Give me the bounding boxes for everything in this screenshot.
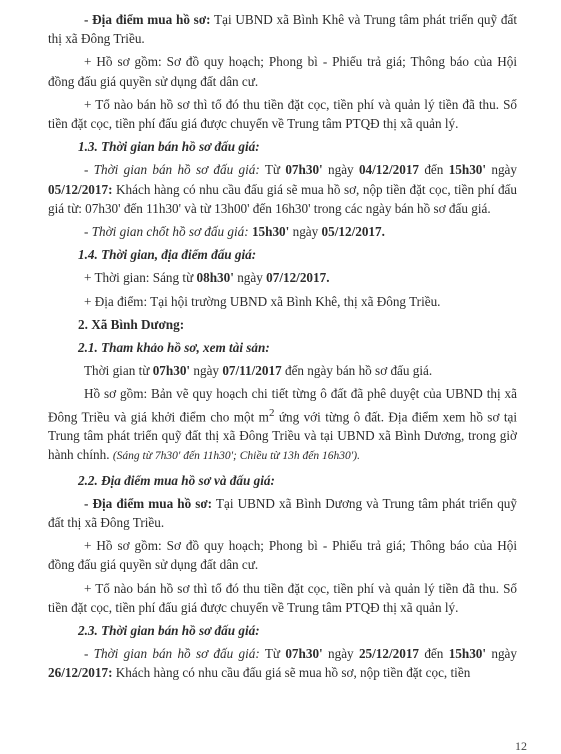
heading-1-4: 1.4. Thời gian, địa điểm đấu giá:: [78, 247, 257, 263]
heading-2-1: 2.1. Tham khảo hồ sơ, xem tài sản:: [78, 340, 270, 356]
time-value: 07h30': [285, 162, 323, 178]
heading-1-3: 1.3. Thời gian bán hồ sơ đấu giá:: [78, 139, 260, 155]
purchase-location-text: Tại UBND xã Bình Khê và Trung tâm phát triển quỹ đất thị xã Đông Triều.: [48, 12, 517, 47]
text-run: ngày: [486, 646, 517, 662]
dossier-review-paragraph: [48, 384, 517, 466]
office-hours-note: (Sáng từ 7h30' đến 11h30'; Chiều từ 13h đến 16h30').: [112, 450, 360, 463]
text-run: Từ: [259, 646, 286, 662]
text-run: đến: [419, 162, 449, 178]
text-run: Hồ sơ gồm: Bản vẽ quy hoạch chi tiết từng ô đất đã phê duyệt của UBND thị xã Đông Triều và giá khởi điểm cho một m: [48, 386, 517, 425]
purchase-location-text: Tại UBND xã Bình Dương và Trung tâm phát triển quỹ đất thị xã Đông Triều.: [48, 495, 517, 531]
purchase-location-label: - Địa điểm mua hồ sơ:: [84, 12, 211, 27]
purchase-location-label: - Địa điểm mua hồ sơ:: [84, 495, 213, 511]
auction-location-paragraph: + Địa điểm: Tại hội trường UBND xã Bình Khê, thị xã Đông Triều.: [84, 293, 441, 309]
text-run: đến: [419, 646, 449, 662]
text-run: ngày: [289, 224, 322, 240]
text-run: Khách hàng có nhu cầu đấu giá sẽ mua hồ sơ, nộp tiền đặt cọc, tiền: [112, 665, 471, 681]
reference-time-paragraph: [48, 361, 517, 380]
superscript: 2: [268, 406, 275, 419]
sale-time-paragraph-2: [48, 644, 517, 682]
text-run: ứng với từng ô đất. Địa điểm xem hồ sơ tại Trung tâm phát triển quỹ đất thị xã Đông Triều và tại UBND xã Bình Dương, trong giờ hành chính.: [48, 409, 517, 463]
heading-2: 2. Xã Bình Dương:: [78, 316, 185, 332]
closing-time-label: - Thời gian chốt hồ sơ đấu giá:: [84, 224, 249, 240]
text-run: ngày: [233, 270, 267, 286]
date-value: 25/12/2017: [358, 646, 420, 662]
text-run: Khách hàng có nhu cầu đấu giá sẽ mua hồ sơ, nộp tiền đặt cọc, tiền phí đấu giá từ: 07h30' đến 11h30' và từ 13h00' đến 16h30' trong các ngày bán hồ sơ đấu giá.: [48, 181, 517, 216]
dossier-contents-paragraph: + Hồ sơ gồm: Sơ đồ quy hoạch; Phong bì - Phiếu trả giá; Thông báo của Hội đồng đấu giá quyền sử dụng đất dân cư.: [48, 54, 517, 89]
text-run: ngày: [486, 162, 517, 178]
text-run: ngày: [322, 162, 359, 178]
time-value: 07h30': [152, 363, 191, 379]
text-run: đến ngày bán hồ sơ đấu giá.: [281, 363, 433, 379]
time-value: 15h30': [448, 162, 487, 178]
date-value: 04/12/2017: [358, 162, 420, 178]
time-value: 07h30': [285, 646, 323, 662]
sale-time-label: - Thời gian bán hồ sơ đấu giá:: [84, 162, 260, 178]
time-value: 08h30': [196, 270, 234, 286]
date-value: 26/12/2017:: [48, 665, 113, 681]
date-value: 05/12/2017:: [48, 181, 113, 197]
heading-2-3: 2.3. Thời gian bán hồ sơ đấu giá:: [78, 623, 260, 639]
text-run: Thời gian từ: [84, 363, 153, 379]
sale-time-paragraph: [48, 160, 517, 218]
time-value: 15h30': [251, 224, 290, 240]
closing-time-paragraph: [48, 222, 517, 241]
text-run: ngày: [190, 363, 223, 379]
text-run: + Thời gian: Sáng từ: [84, 270, 197, 286]
sale-time-label: - Thời gian bán hồ sơ đấu giá:: [84, 646, 260, 662]
date-value: 07/12/2017.: [266, 270, 330, 286]
dossier-contents-paragraph-2: + Hồ sơ gồm: Sơ đồ quy hoạch; Phong bì - Phiếu trả giá; Thông báo của Hội đồng đấu giá quyền sử dụng đất dân cư.: [48, 538, 517, 573]
deposit-paragraph-2: + Tổ nào bán hồ sơ thì tổ đó thu tiền đặt cọc, tiền phí và quản lý tiền đã thu. Số tiền đặt cọc, tiền phí đấu giá được chuyển về Trung tâm PTQĐ thị xã quản lý.: [48, 580, 517, 615]
purchase-location-paragraph-2: [48, 494, 517, 532]
time-value: 15h30': [448, 646, 487, 662]
date-value: 05/12/2017.: [321, 224, 385, 240]
page-number: 12: [515, 739, 527, 753]
date-value: 07/11/2017: [222, 363, 282, 379]
auction-time-paragraph: [48, 268, 517, 287]
heading-2-2: 2.2. Địa điểm mua hồ sơ và đấu giá:: [78, 472, 275, 488]
text-run: Từ: [259, 162, 286, 178]
purchase-location-paragraph: [48, 10, 517, 48]
text-run: ngày: [322, 646, 359, 662]
deposit-paragraph: + Tổ nào bán hồ sơ thì tổ đó thu tiền đặt cọc, tiền phí và quản lý tiền đã thu. Số tiền đặt cọc, tiền phí đấu giá được chuyển về Trung tâm PTQĐ thị xã quản lý.: [48, 96, 517, 132]
